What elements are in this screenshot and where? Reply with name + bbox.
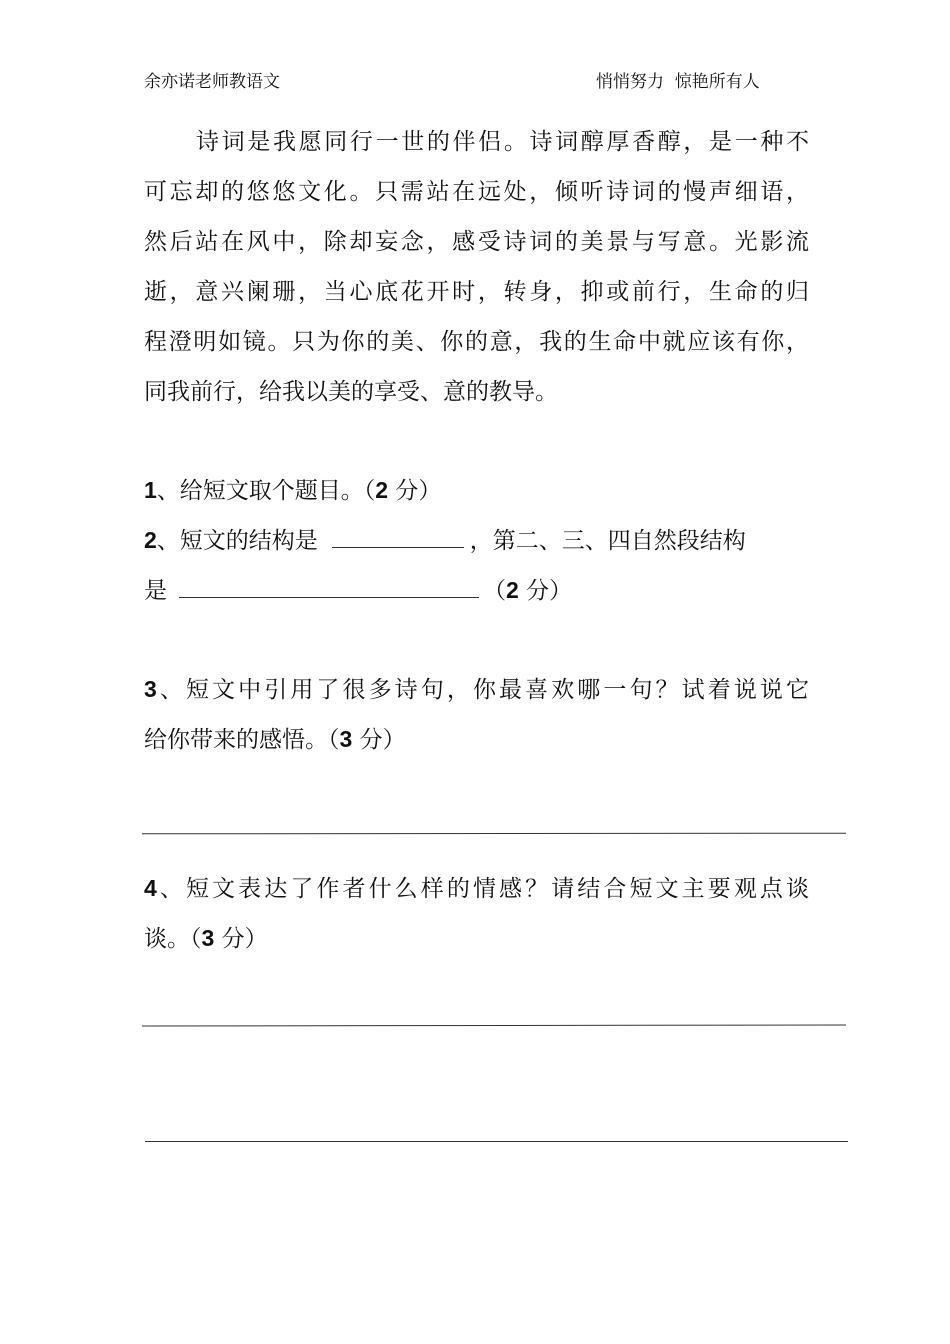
question-text: 、短文中引用了很多诗句，你最喜欢哪一句？试着说说它	[156, 677, 809, 703]
passage-line: 程澄明如镜。只为你的美、你的意，我的生命中就应该有你，	[144, 329, 809, 355]
question-number: 2	[144, 527, 157, 553]
answer-blank[interactable]	[332, 527, 464, 548]
question-text: 、短文表达了作者什么样的情感？请结合短文主要观点谈	[156, 876, 809, 902]
question-text: 、短文的结构是	[156, 528, 318, 554]
question-number: 4	[144, 875, 157, 901]
passage-line: 诗词是我愿同行一世的伴侣。诗词醇厚香醇，是一种不	[196, 129, 809, 155]
question-score-unit: 分）	[388, 478, 442, 504]
header-left-text: 余亦诺老师教语文	[144, 72, 280, 92]
passage	[144, 117, 809, 417]
question-text: ，第二、三、四自然段结构	[469, 528, 746, 554]
passage-line: 可忘却的悠悠文化。只需站在远处，倾听诗词的慢声细语，	[144, 179, 809, 205]
question-score-open: （	[483, 578, 506, 604]
question-score: 3	[201, 925, 215, 951]
question-text: 给你带来的感悟。（	[144, 727, 340, 753]
header-right-text: 悄悄努力 惊艳所有人	[596, 72, 760, 92]
question-score-unit: 分）	[518, 578, 573, 604]
answer-line[interactable]	[142, 1025, 846, 1027]
question-score: 3	[339, 726, 353, 752]
passage-line: 然后站在风中，除却妄念，感受诗词的美景与写意。光影流	[144, 229, 809, 255]
question-score-unit: 分）	[214, 926, 268, 952]
question-score: 2	[375, 477, 389, 503]
question-score: 2	[506, 577, 519, 603]
answer-line[interactable]	[142, 833, 846, 835]
question-number: 1	[144, 477, 157, 503]
question-text: 、给短文取个题目。（	[156, 478, 376, 504]
question-text: 谈。（	[144, 926, 202, 952]
question-score-unit: 分）	[352, 727, 406, 753]
question-4	[144, 863, 809, 963]
answer-line[interactable]	[145, 1141, 848, 1142]
question-1	[144, 465, 809, 515]
question-text: 是	[144, 578, 167, 604]
answer-blank[interactable]	[179, 569, 479, 598]
question-number: 3	[144, 676, 157, 702]
passage-line: 逝，意兴阑珊，当心底花开时，转身，抑或前行，生命的归	[144, 279, 809, 305]
passage-line: 同我前行，给我以美的享受、意的教导。	[144, 379, 558, 405]
question-2	[144, 515, 809, 615]
question-3	[144, 664, 809, 764]
